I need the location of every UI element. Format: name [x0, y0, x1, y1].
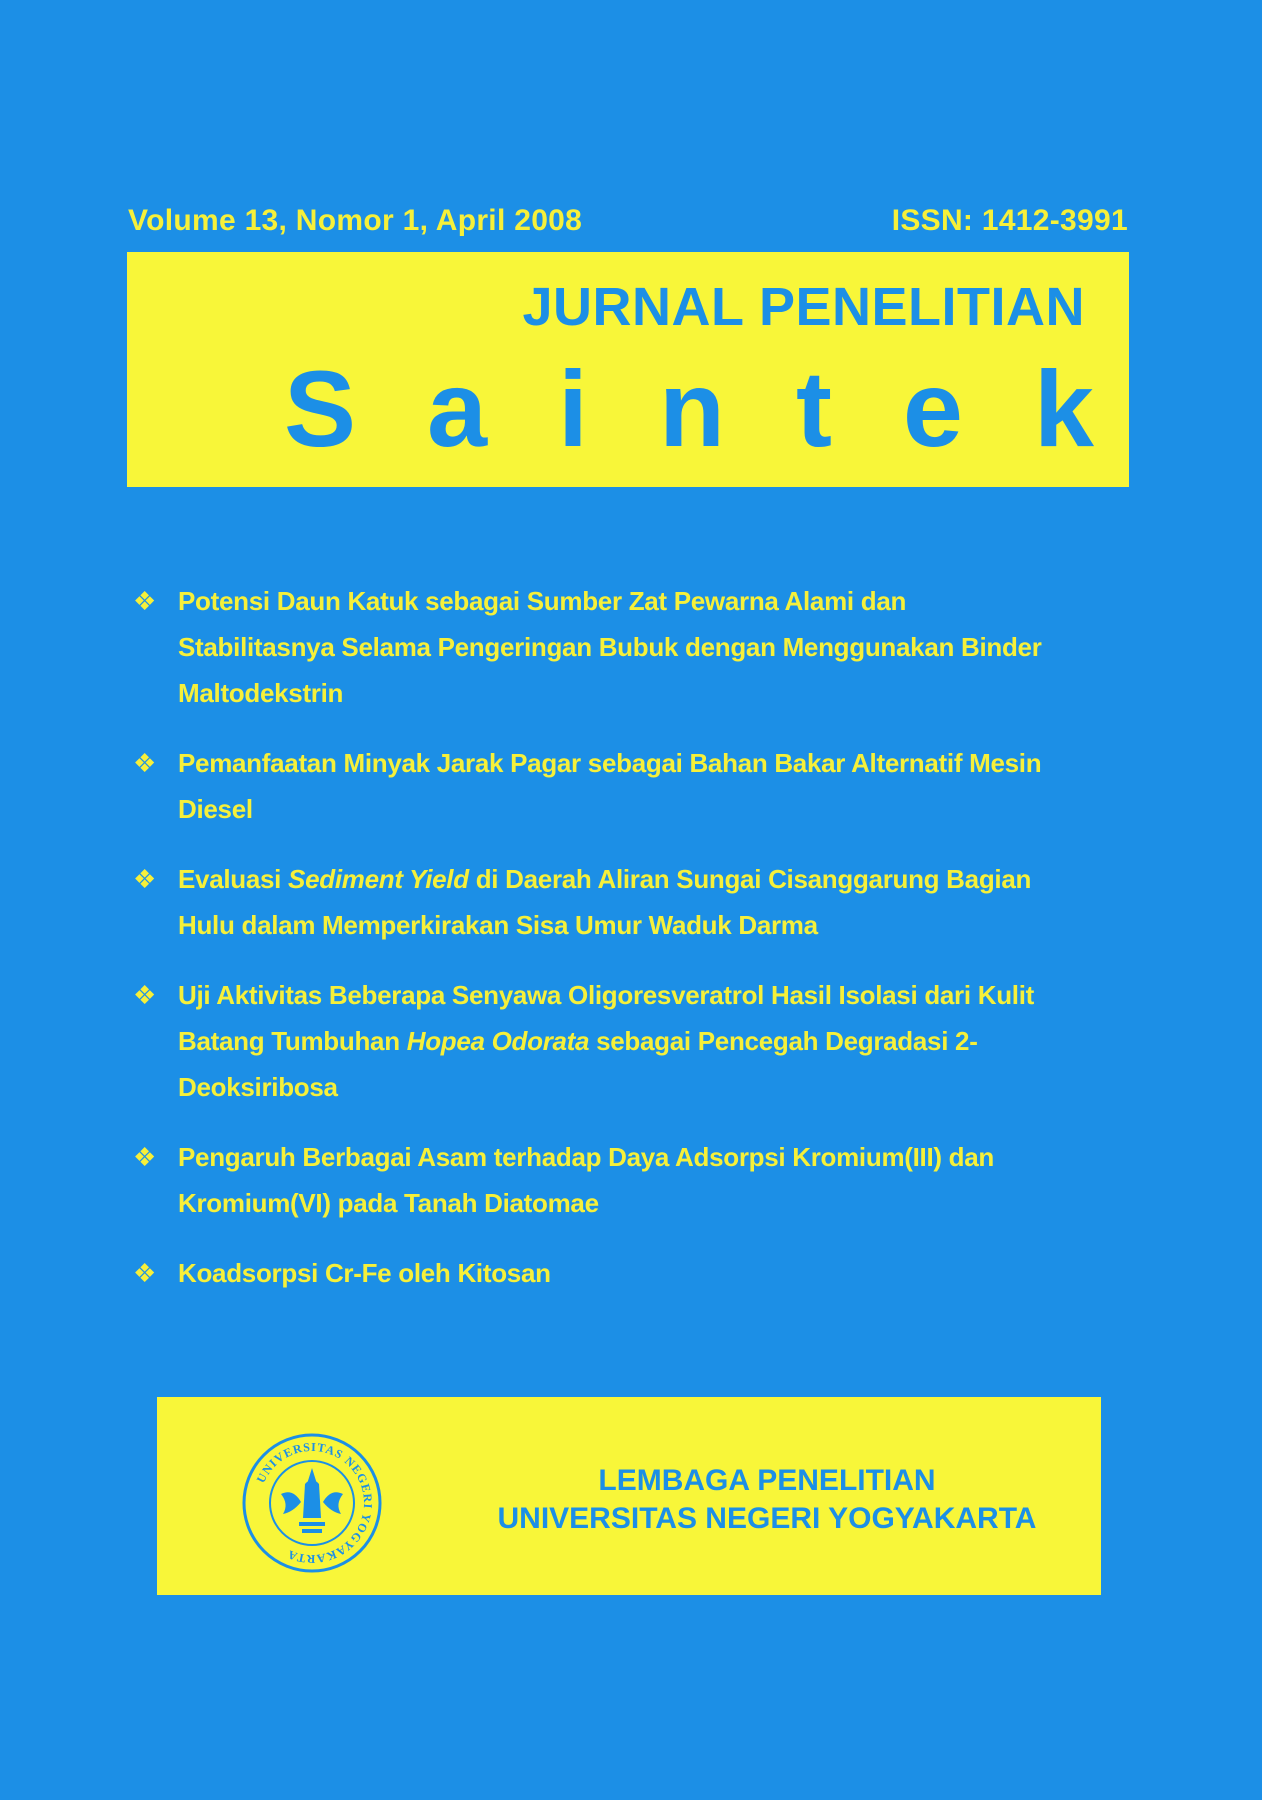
publisher-name: [457, 1462, 1077, 1538]
article-item: [133, 578, 1063, 716]
publisher-box: [157, 1397, 1101, 1595]
article-list: [133, 578, 1063, 1320]
title-letter: n: [659, 348, 725, 469]
title-letter: a: [427, 348, 488, 469]
article-title: [178, 1134, 1063, 1226]
article-item: [133, 740, 1063, 832]
article-title-italic: Sediment Yield: [288, 864, 469, 894]
article-title-part: Evaluasi: [178, 864, 289, 894]
title-letter: S: [284, 348, 357, 469]
article-title-part: Pemanfaatan Minyak Jarak Pagar sebagai Bahan Bakar Alternatif Mesin Diesel: [178, 748, 1042, 824]
article-item: [133, 856, 1063, 948]
article-title: [178, 740, 1063, 832]
article-title-part: Koadsorpsi Cr-Fe oleh Kitosan: [178, 1258, 551, 1288]
journal-title-line2: [284, 348, 1094, 469]
diamond-bullet-icon: ❖: [133, 864, 157, 894]
journal-title-line1: JURNAL PENELITIAN: [522, 277, 1085, 337]
article-title: [178, 856, 1063, 948]
article-title: [178, 1250, 1063, 1296]
article-title-part: Potensi Daun Katuk sebagai Sumber Zat Pewarna Alami dan Stabilitasnya Selama Pengeringan Bubuk dengan Menggunakan Binder Maltodekstrin: [178, 586, 1042, 708]
article-title: [178, 578, 1063, 716]
diamond-bullet-icon: ❖: [133, 586, 157, 616]
article-title: [178, 972, 1063, 1110]
article-item: [133, 1250, 1063, 1296]
publisher-line1: LEMBAGA PENELITIAN: [598, 1464, 936, 1497]
title-letter: k: [1033, 348, 1094, 469]
article-item: [133, 1134, 1063, 1226]
article-title-part: Pengaruh Berbagai Asam terhadap Daya Adsorpsi Kromium(III) dan Kromium(VI) pada Tanah Diatomae: [178, 1142, 994, 1218]
diamond-bullet-icon: ❖: [133, 748, 157, 778]
diamond-bullet-icon: ❖: [133, 980, 157, 1010]
title-box: [127, 252, 1129, 487]
publisher-line2: UNIVERSITAS NEGERI YOGYAKARTA: [497, 1502, 1037, 1535]
seal-text: UNIVERSITAS NEGERI YOGYAKARTA: [253, 1439, 376, 1567]
diamond-bullet-icon: ❖: [133, 1258, 157, 1288]
university-seal-icon: [241, 1432, 383, 1574]
article-item: [133, 972, 1063, 1110]
article-title-italic: Hopea Odorata: [406, 1026, 590, 1056]
issn: ISSN: 1412-3991: [891, 204, 1128, 237]
title-letter: e: [902, 348, 963, 469]
title-letter: i: [558, 348, 589, 469]
title-letter: t: [795, 348, 832, 469]
article-title-part: sebagai Pencegah Degradasi 2-Deoksiribosa: [178, 1026, 978, 1102]
diamond-bullet-icon: ❖: [133, 1142, 157, 1172]
volume-info: Volume 13, Nomor 1, April 2008: [128, 204, 583, 237]
article-title-part: di Daerah Aliran Sungai Cisanggarung Bagian Hulu dalam Memperkirakan Sisa Umur Waduk Darma: [178, 864, 1032, 940]
article-title-part: Uji Aktivitas Beberapa Senyawa Oligoresveratrol Hasil Isolasi dari Kulit Batang Tumbuhan: [178, 980, 1034, 1056]
